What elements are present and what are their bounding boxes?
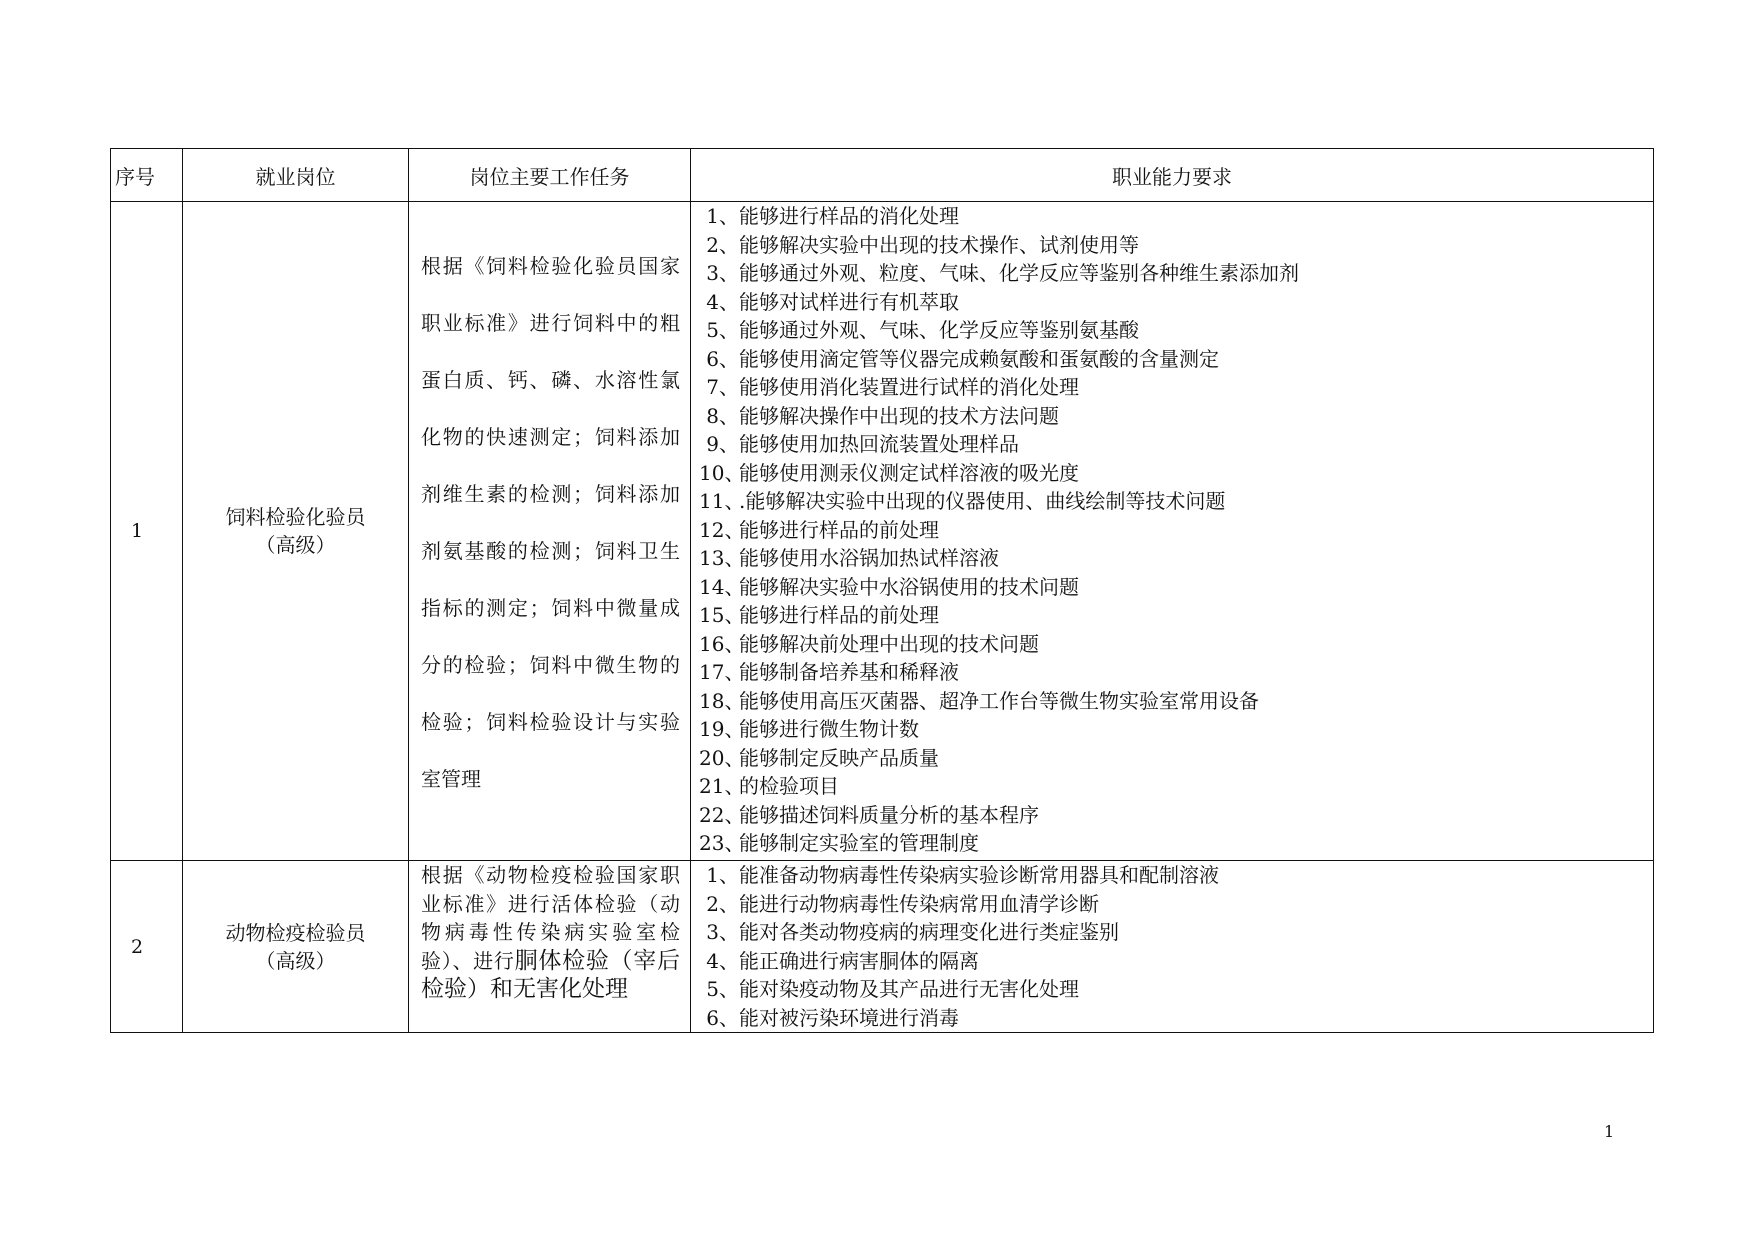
- requirement-item: [699, 918, 1653, 947]
- requirement-number: 4、: [706, 289, 739, 314]
- requirement-item: [699, 402, 1653, 431]
- row-seq-number: 1: [111, 202, 183, 861]
- table-row: [111, 861, 1654, 1033]
- requirement-text: 能够进行样品的前处理: [739, 603, 939, 627]
- requirement-text: 能够进行样品的消化处理: [739, 204, 959, 228]
- row-requirements: [691, 202, 1654, 861]
- task-text-part1: 根据《动物检疫检验国家职业标准》进行活体检验（动物病毒性传染病实验室检验）、进行: [421, 863, 680, 973]
- requirement-number: 8、: [706, 403, 739, 428]
- requirement-text: 能够描述饲料质量分析的基本程序: [739, 802, 1039, 827]
- requirement-number: 1、: [706, 204, 739, 228]
- requirement-text: 能对各类动物疫病的病理变化进行类症鉴别: [739, 920, 1119, 944]
- post-level: （高级）: [255, 948, 336, 973]
- requirement-item: [699, 373, 1653, 402]
- requirement-number: 14、: [699, 574, 745, 599]
- requirement-text: 能够制定反映产品质量: [739, 745, 939, 770]
- requirement-number: 2、: [706, 232, 739, 257]
- requirement-number: 4、: [706, 948, 739, 973]
- requirement-text: .能够解决实验中出现的仪器使用、曲线绘制等技术问题: [739, 489, 1226, 513]
- requirement-text: 能够对试样进行有机萃取: [739, 289, 959, 314]
- requirement-number: 21、: [699, 774, 745, 798]
- header-requirements: 职业能力要求: [691, 149, 1654, 202]
- post-title: 动物检疫检验员: [225, 920, 366, 945]
- row-post: [183, 861, 409, 1033]
- requirements-list: [699, 202, 1653, 858]
- requirement-item: [699, 890, 1653, 919]
- requirement-text: 能准备动物病毒性传染病实验诊断常用器具和配制溶液: [739, 863, 1219, 887]
- header-seq: 序号: [111, 149, 183, 202]
- requirement-number: 3、: [706, 920, 739, 944]
- requirement-text: 能正确进行病害胴体的隔离: [739, 948, 979, 973]
- header-task: 岗位主要工作任务: [409, 149, 691, 202]
- requirement-item: [699, 801, 1653, 830]
- requirement-item: [699, 516, 1653, 545]
- requirement-item: [699, 829, 1653, 858]
- requirement-text: 能够制备培养基和稀释液: [739, 660, 959, 684]
- requirement-text: 的检验项目: [739, 774, 839, 798]
- requirement-number: 9、: [706, 432, 739, 456]
- requirement-item: [699, 202, 1653, 231]
- requirement-text: 能够进行微生物计数: [739, 717, 919, 741]
- requirement-item: [699, 430, 1653, 459]
- requirement-item: [699, 459, 1653, 488]
- requirement-item: [699, 861, 1653, 890]
- requirement-number: 6、: [706, 1005, 739, 1030]
- requirement-item: [699, 231, 1653, 260]
- requirement-number: 10、: [699, 460, 745, 485]
- requirement-number: 23、: [699, 831, 745, 855]
- requirement-number: 6、: [706, 346, 739, 371]
- requirement-item: [699, 345, 1653, 374]
- requirement-number: 5、: [706, 318, 739, 342]
- requirement-number: 18、: [699, 688, 745, 713]
- requirement-number: 15、: [699, 603, 745, 627]
- requirement-number: 2、: [706, 891, 739, 916]
- table-row: [111, 202, 1654, 861]
- requirement-item: [699, 715, 1653, 744]
- requirement-text: 能够使用滴定管等仪器完成赖氨酸和蛋氨酸的含量测定: [739, 346, 1219, 371]
- task-text-part2: 胴体检验（宰后检验）和无害化处理: [421, 947, 681, 1002]
- requirement-text: 能对被污染环境进行消毒: [739, 1005, 959, 1030]
- requirement-number: 5、: [706, 977, 739, 1001]
- requirement-item: [699, 975, 1653, 1004]
- requirement-number: 22、: [699, 802, 745, 827]
- requirement-number: 16、: [699, 631, 745, 656]
- requirement-number: 19、: [699, 717, 745, 741]
- requirement-text: 能对染疫动物及其产品进行无害化处理: [739, 977, 1079, 1001]
- requirement-text: 能够解决前处理中出现的技术问题: [739, 631, 1039, 656]
- requirement-item: [699, 630, 1653, 659]
- post-title: 饲料检验化验员: [225, 505, 366, 529]
- requirement-number: 7、: [706, 375, 739, 399]
- requirement-text: 能够解决实验中出现的技术操作、试剂使用等: [739, 232, 1139, 257]
- requirement-item: [699, 744, 1653, 773]
- requirement-text: 能够使用消化装置进行试样的消化处理: [739, 375, 1079, 399]
- post-level: （高级）: [255, 533, 336, 557]
- row-requirements: [691, 861, 1654, 1033]
- requirement-text: 能够制定实验室的管理制度: [739, 831, 979, 855]
- requirement-item: [699, 487, 1653, 516]
- requirement-text: 能够通过外观、粒度、气味、化学反应等鉴别各种维生素添加剂: [739, 261, 1299, 285]
- requirement-text: 能够通过外观、气味、化学反应等鉴别氨基酸: [739, 318, 1139, 342]
- requirement-number: 11、: [699, 489, 745, 513]
- requirement-number: 20、: [699, 745, 745, 770]
- row-task: [409, 861, 691, 1033]
- requirement-number: 12、: [699, 517, 745, 542]
- requirement-text: 能够使用水浴锅加热试样溶液: [739, 546, 999, 570]
- requirement-item: [699, 947, 1653, 976]
- header-post: 就业岗位: [183, 149, 409, 202]
- requirement-text: 能够解决实验中水浴锅使用的技术问题: [739, 574, 1079, 599]
- requirement-item: [699, 573, 1653, 602]
- requirement-item: [699, 259, 1653, 288]
- requirement-item: [699, 772, 1653, 801]
- row-seq-number: 2: [111, 861, 183, 1033]
- page-number: 1: [1604, 1122, 1615, 1141]
- requirement-text: 能够使用测汞仪测定试样溶液的吸光度: [739, 460, 1079, 485]
- requirement-item: [699, 316, 1653, 345]
- requirement-number: 17、: [699, 660, 745, 684]
- requirement-number: 1、: [706, 863, 739, 887]
- row-post: [183, 202, 409, 861]
- requirement-text: 能进行动物病毒性传染病常用血清学诊断: [739, 891, 1099, 916]
- requirement-text: 能够使用高压灭菌器、超净工作台等微生物实验室常用设备: [739, 688, 1259, 713]
- requirement-number: 13、: [699, 546, 745, 570]
- competency-table: [110, 148, 1654, 1033]
- requirement-text: 能够解决操作中出现的技术方法问题: [739, 403, 1059, 428]
- requirement-text: 能够使用加热回流装置处理样品: [739, 432, 1019, 456]
- requirement-item: [699, 601, 1653, 630]
- requirement-item: [699, 544, 1653, 573]
- requirement-text: 能够进行样品的前处理: [739, 517, 939, 542]
- requirement-item: [699, 658, 1653, 687]
- requirement-number: 3、: [706, 261, 739, 285]
- row-task: 根据《饲料检验化验员国家职业标准》进行饲料中的粗蛋白质、钙、磷、水溶性氯化物的快速测定；饲料添加剂维生素的检测；饲料添加剂氨基酸的检测；饲料卫生指标的测定；饲料中微量成分的检验；饲料中微生物的检验；饲料检验设计与实验室管理: [409, 202, 691, 861]
- requirement-item: [699, 1004, 1653, 1033]
- requirements-list: [699, 861, 1653, 1032]
- requirement-item: [699, 288, 1653, 317]
- requirement-item: [699, 687, 1653, 716]
- table-header-row: [111, 149, 1654, 202]
